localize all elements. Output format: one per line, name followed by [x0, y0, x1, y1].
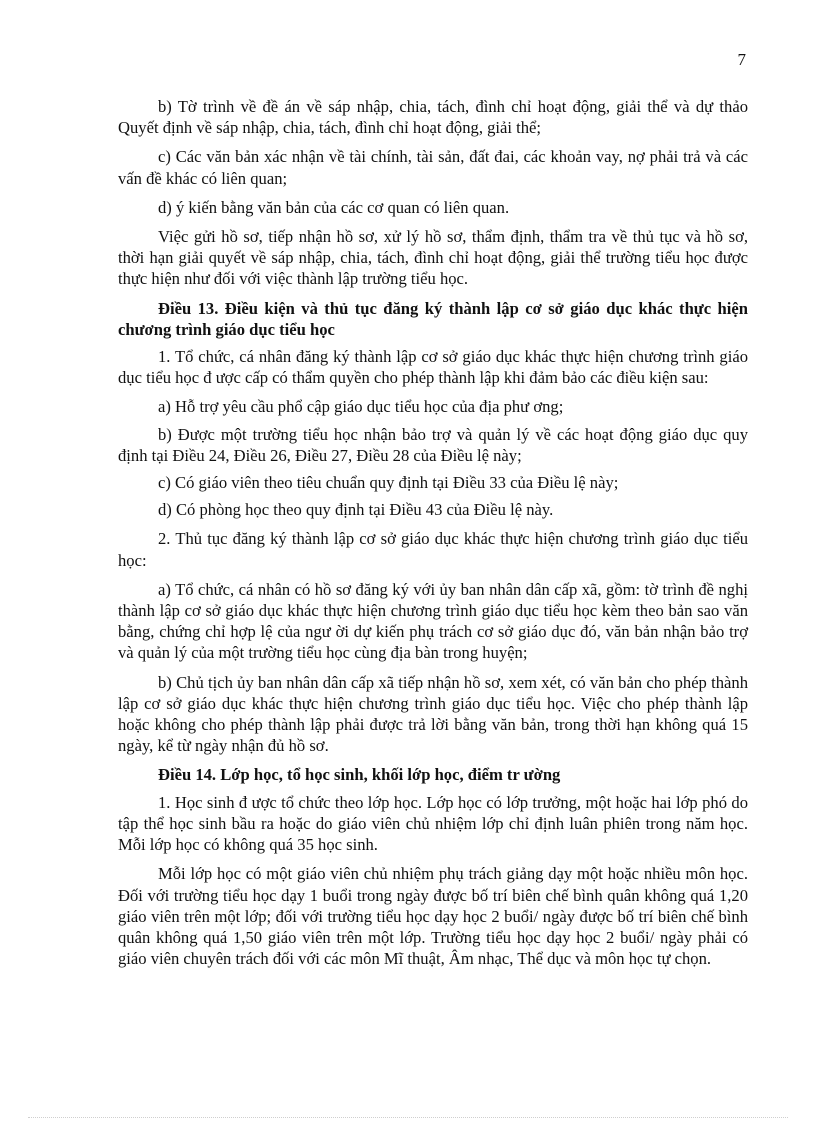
article-13-clause-1d: d) Có phòng học theo quy định tại Điều 43 của Điều lệ này. [158, 500, 554, 520]
document-body [118, 96, 748, 977]
article-14-clause-1: 1. Học sinh đ ược tổ chức theo lớp học. Lớp học có lớp trưởng, một hoặc hai lớp phó do tập thể học sinh bầu ra hoặc do giáo viên chủ nhiệm lớp chỉ định luân phiên trong năm học. Mỗi lớp học có không quá 35 học sinh. [118, 792, 748, 855]
article-13-clause-1: 1. Tổ chức, cá nhân đăng ký thành lập cơ sở giáo dục khác thực hiện chương trình giáo dục tiểu học đ ược cấp có thẩm quyền cho phép thành lập khi đảm bảo các điều kiện sau: [118, 347, 748, 388]
page-number: 7 [737, 50, 746, 69]
page-bottom-divider [28, 1117, 788, 1118]
article-13-clause-2a: a) Tổ chức, cá nhân có hồ sơ đăng ký với ủy ban nhân dân cấp xã, gồm: tờ trình đề nghị thành lập cơ sở giáo dục khác thực hiện chương trình giáo dục tiểu học kèm theo bản sao văn bằng, chứng chỉ hợp lệ của ngư ời dự kiến phụ trách cơ sở giáo dục đó, văn bản nhận bảo trợ và quản lý của một trường tiểu học cùng địa bàn trong huyện; [118, 579, 748, 663]
article-13-clause-1a: a) Hỗ trợ yêu cầu phổ cập giáo dục tiểu học của địa phư ơng; [158, 397, 564, 417]
paragraph-viec-gui-ho-so: Việc gửi hồ sơ, tiếp nhận hồ sơ, xử lý hồ sơ, thẩm định, thẩm tra về thủ tục và hồ sơ, thời hạn giải quyết về sáp nhập, chia, tách, đình chỉ hoạt động, giải thể trường tiểu học được thực hiện như đối với việc thành lập trường tiểu học. [118, 227, 748, 289]
article-13-heading: Điều 13. Điều kiện và thủ tục đăng ký thành lập cơ sở giáo dục khác thực hiện chương trình giáo dục tiểu học [118, 298, 748, 339]
paragraph-b-to-trinh: b) Tờ trình về đề án về sáp nhập, chia, tách, đình chỉ hoạt động, giải thể và dự thảo Quyết định về sáp nhập, chia, tách, đình chỉ hoạt động, giải thể; [118, 97, 748, 138]
article-14-heading: Điều 14. Lớp học, tổ học sinh, khối lớp học, điểm tr ường [158, 765, 561, 785]
paragraph-c-van-ban-xac-nhan: c) Các văn bản xác nhận về tài chính, tài sản, đất đai, các khoản vay, nợ phải trả và các vấn đề khác có liên quan; [118, 147, 748, 188]
article-14-paragraph-teachers: Mỗi lớp học có một giáo viên chủ nhiệm phụ trách giảng dạy một hoặc nhiều môn học. Đối với trường tiểu học dạy 1 buổi trong ngày được bố trí biên chế bình quân không quá 1,20 giáo viên trên một lớp; đối với trường tiểu học dạy học 2 buổi/ ngày được bố trí biên chế bình quân không quá 1,50 giáo viên trên một lớp. Trường tiểu học dạy học 2 buổi/ ngày phải có giáo viên chuyên trách đối với các môn Mĩ thuật, Âm nhạc, Thể dục và môn học tự chọn. [118, 864, 748, 969]
article-13-clause-2b: b) Chủ tịch ủy ban nhân dân cấp xã tiếp nhận hồ sơ, xem xét, có văn bản cho phép thành lập cơ sở giáo dục khác thực hiện chương trình giáo dục tiểu học. Việc cho phép thành lập hoặc không cho phép thành lập phải được trả lời bằng văn bản, trong thời hạn không quá 15 ngày, kể từ ngày nhận đủ hồ sơ. [118, 672, 748, 756]
article-13-clause-1c: c) Có giáo viên theo tiêu chuẩn quy định tại Điều 33 của Điều lệ này; [158, 473, 619, 493]
paragraph-d-y-kien: d) ý kiến bằng văn bản của các cơ quan có liên quan. [158, 197, 510, 217]
article-13-clause-1b: b) Được một trường tiểu học nhận bảo trợ và quản lý về các hoạt động giáo dục quy định tại Điều 24, Điều 26, Điều 27, Điều 28 của Điều lệ này; [118, 424, 748, 465]
article-13-clause-2: 2. Thủ tục đăng ký thành lập cơ sở giáo dục khác thực hiện chương trình giáo dục tiểu học: [118, 529, 748, 570]
